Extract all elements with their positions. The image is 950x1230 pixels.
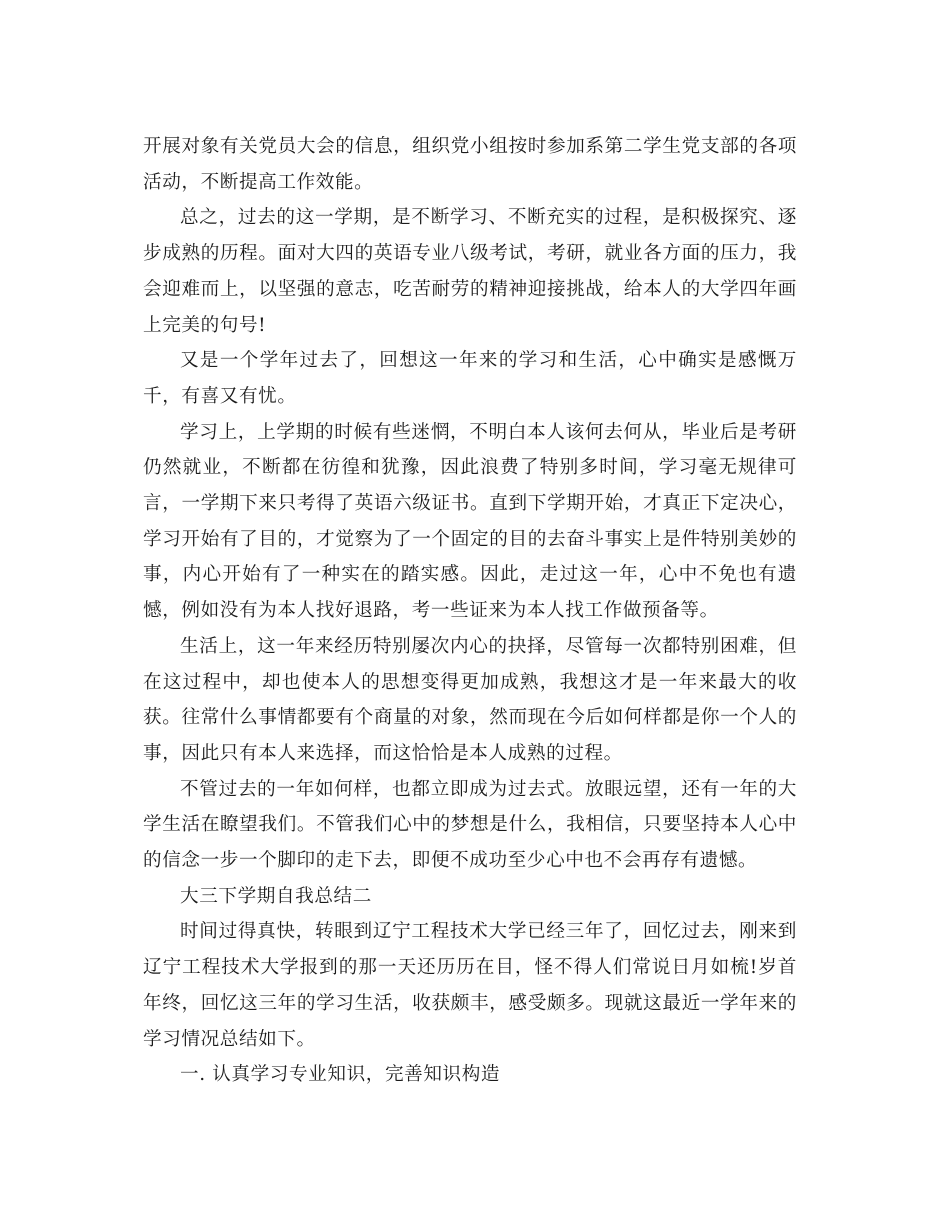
paragraph-summary: 总之，过去的这一学期，是不断学习、不断充实的过程，是积极探究、逐步成熟的历程。面对大四的英语专业八级考试，考研，就业各方面的压力，我会迎难而上，以坚强的意志，吃苦耐劳的精神迎接挑战，给本人的大学四年画上完美的句号!: [143, 207, 797, 336]
document-page: [143, 129, 797, 1093]
section-heading: 大三下学期自我总结二: [180, 885, 372, 907]
paragraph-intro-two: 时间过得真快，转眼到辽宁工程技术大学已经三年了，回忆过去，刚来到辽宁工程技术大学报到的那一天还历历在目，怪不得人们常说日月如梳!岁首年终，回忆这三年的学习生活，收获颇丰，感受颇多。现就这最近一学年来的学习情况总结如下。: [143, 921, 797, 1050]
paragraph-outlook: 不管过去的一年如何样，也都立即成为过去式。放眼远望，还有一年的大学生活在瞭望我们。不管我们心中的梦想是什么，我相信，只要坚持本人心中的信念一步一个脚印的走下去，即便不成功至少心中也不会再存有遗憾。: [143, 778, 797, 872]
paragraph-life: 生活上，这一年来经历特别屡次内心的抉择，尽管每一次都特别困难，但在这过程中，却也使本人的思想变得更加成熟，我想这才是一年来最大的收获。往常什么事情都要有个商量的对象，然而现在今后如何样都是你一个人的事，因此只有本人来选择，而这恰恰是本人成熟的过程。: [143, 635, 797, 764]
paragraph-study: 学习上，上学期的时候有些迷惘，不明白本人该何去何从，毕业后是考研仍然就业，不断都在彷徨和犹豫，因此浪费了特别多时间，学习毫无规律可言，一学期下来只考得了英语六级证书。直到下学期开始，才真正下定决心，学习开始有了目的，才觉察为了一个固定的目的去奋斗事实上是件特别美妙的事，内心开始有了一种实在的踏实感。因此，走过这一年，心中不免也有遗憾，例如没有为本人找好退路，考一些证来为本人找工作做预备等。: [143, 421, 797, 622]
subsection-heading: 一. 认真学习专业知识，完善知识构造: [180, 1064, 501, 1086]
paragraph-continuation: 开展对象有关党员大会的信息，组织党小组按时参加系第二学生党支部的各项活动，不断提高工作效能。: [143, 136, 797, 193]
paragraph-year-reflection: 又是一个学年过去了，回想这一年来的学习和生活，心中确实是感慨万千，有喜又有忧。: [143, 350, 797, 407]
